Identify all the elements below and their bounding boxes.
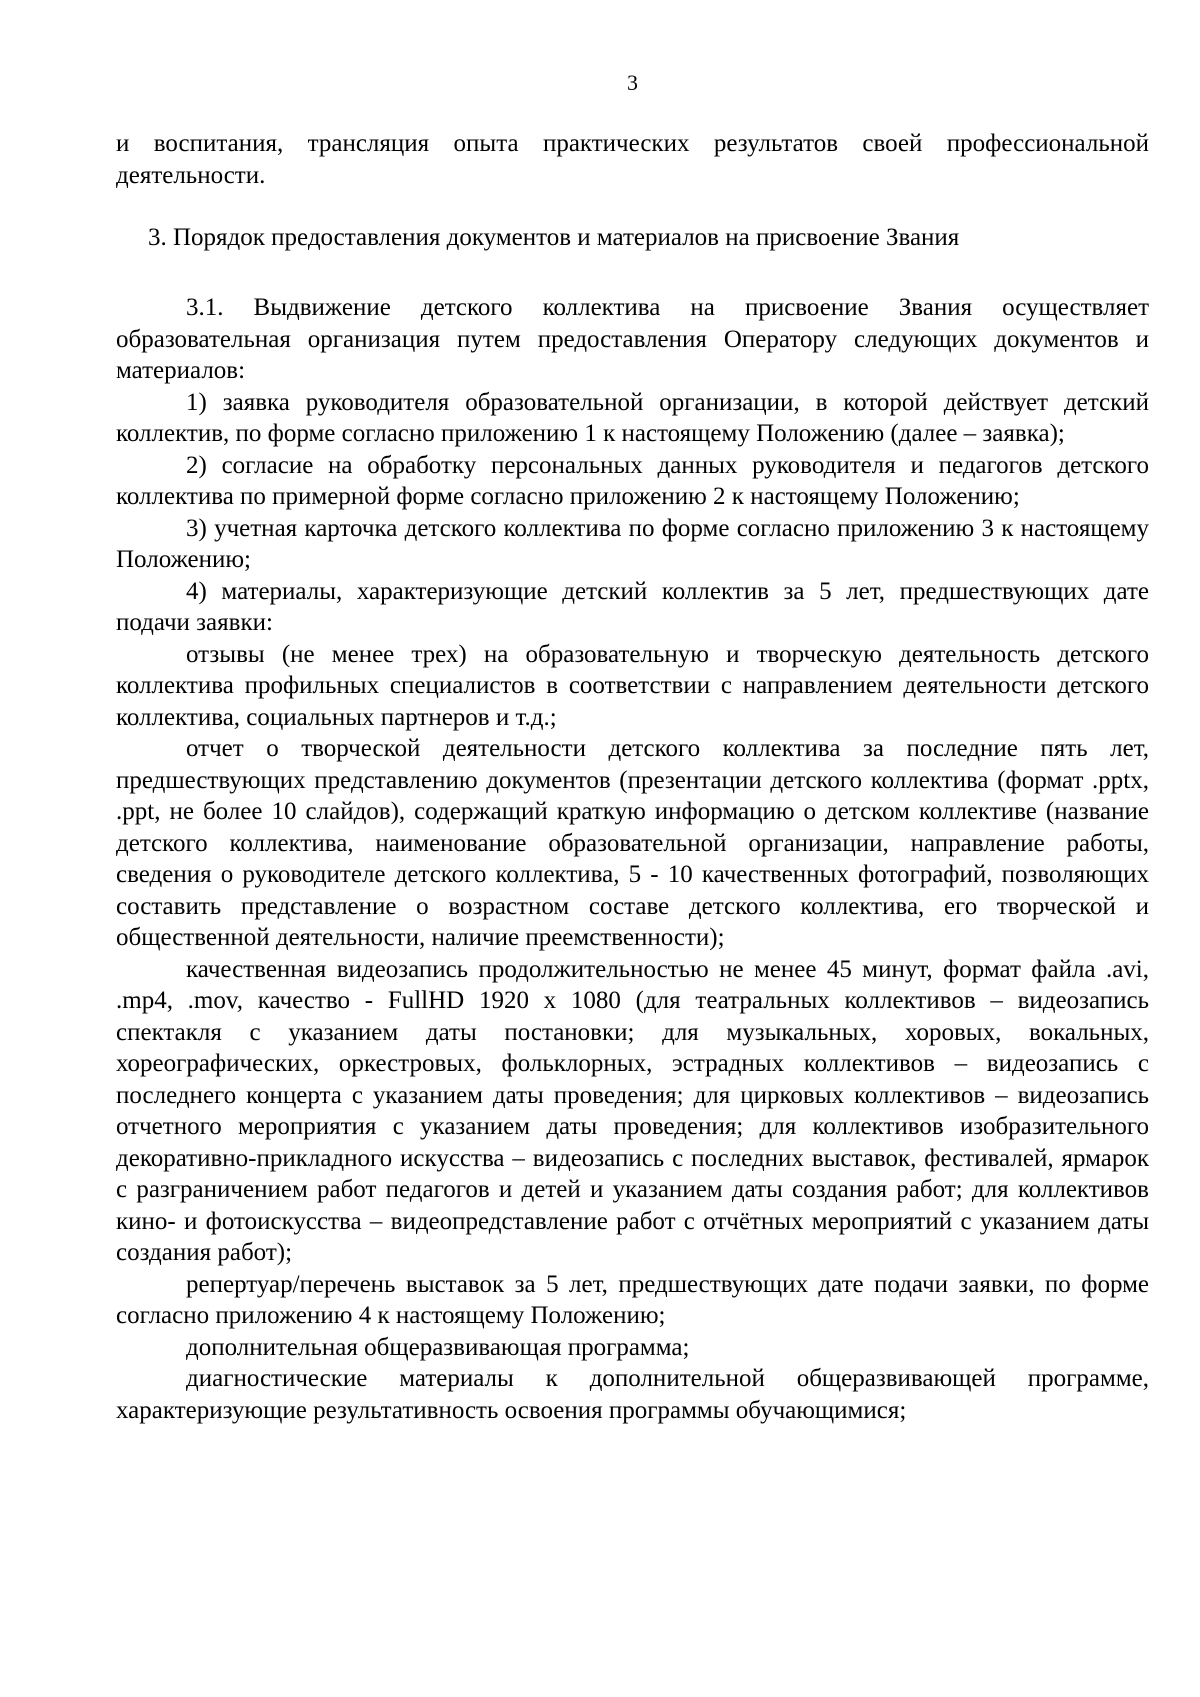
sub-item-video: качественная видеозапись продолжительностью не менее 45 минут, формат файла .avi, .mp4, .mov, качество - FullHD 1920 x 1080 (для театральных коллективов – видеозапись спектакля с указанием даты постановки; для музыкальных, хоровых, вокальных, хореографических, оркестровых, фольклорных, эстрадных коллективов – видеозапись с последнего концерта с указанием даты проведения; для цирковых коллективов – видеозапись отчетного мероприятия с указанием даты проведения; для коллективов изобразительного декоративно-прикладного искусства – видеозапись с последних выставок, фестивалей, ярмарок с разграничением работ педагогов и детей и указанием даты создания работ; для коллективов кино- и фотоискусства – видеопредставление работ с отчётных мероприятий с указанием даты создания работ);: [116, 955, 1149, 1266]
paragraph-3-1: 3.1. Выдвижение детского коллектива на присвоение Звания осуществляет образовательная организация путем предоставления Оператору следующих документов и материалов:: [116, 294, 1149, 384]
sub-item-reviews: отзывы (не менее трех) на образовательную и творческую деятельность детского коллектива профильных специалистов в соответствии с направлением деятельности детского коллектива, социальных партнеров и т.д.;: [116, 640, 1149, 731]
sub-item-repertoire: репертуар/перечень выставок за 5 лет, предшествующих дате подачи заявки, по форме согласно приложению 4 к настоящему Положению;: [116, 1270, 1149, 1329]
list-item-2: 2) согласие на обработку персональных данных руководителя и педагогов детского коллектива по примерной форме согласно приложению 2 к настоящему Положению;: [116, 451, 1149, 510]
intro-block: [116, 128, 1149, 191]
list-item-1: 1) заявка руководителя образовательной организации, в которой действует детский коллектив, по форме согласно приложению 1 к настоящему Положению (далее – заявка);: [116, 388, 1149, 447]
section-heading: 3. Порядок предоставления документов и материалов на присвоение Звания: [148, 224, 960, 251]
list-item-4: 4) материалы, характеризующие детский коллектив за 5 лет, предшествующих дате подачи заявки:: [116, 577, 1149, 636]
intro-paragraph: и воспитания, трансляция опыта практических результатов своей профессиональной деятельности.: [116, 130, 1149, 189]
sub-item-report: отчет о творческой деятельности детского коллектива за последние пять лет, предшествующих представлению документов (презентации детского коллектива (формат .pptx, .ppt, не более 10 слайдов), содержащий краткую информацию о детском коллективе (название детского коллектива, наименование образовательной организации, направление работы, сведения о руководителе детского коллектива, 5 - 10 качественных фотографий, позволяющих составить представление о возрастном составе детского коллектива, его творческой и общественной деятельности, наличие преемственности);: [116, 735, 1149, 951]
sub-item-diagnostics: диагностические материалы к дополнительной общеразвивающей программе, характеризующие результативность освоения программы обучающимися;: [116, 1365, 1149, 1424]
page-number: 3: [627, 70, 638, 95]
sub-item-program: дополнительная общеразвивающая программа;: [186, 1333, 690, 1361]
list-item-3: 3) учетная карточка детского коллектива по форме согласно приложению 3 к настоящему Положению;: [116, 514, 1149, 573]
section-body: [116, 292, 1149, 1426]
